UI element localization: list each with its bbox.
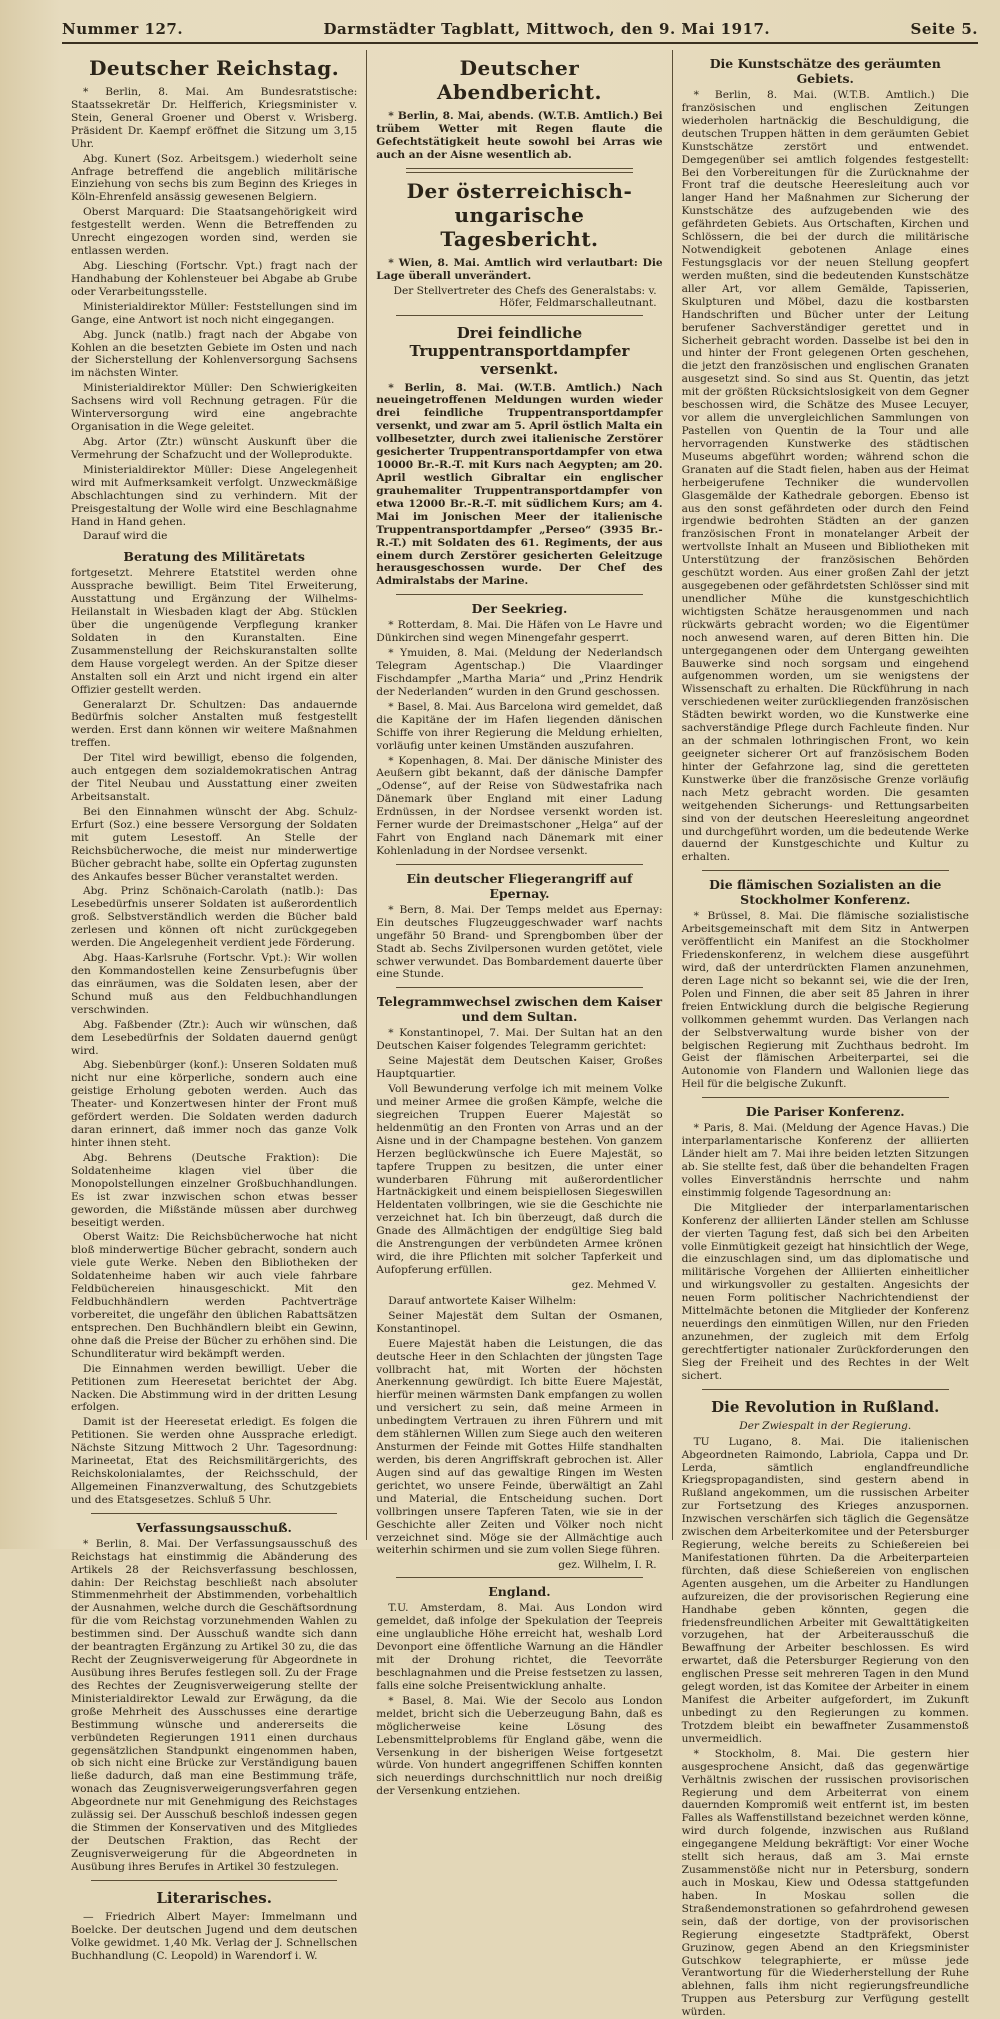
divider [406, 168, 632, 173]
paragraph: T.U. Amsterdam, 8. Mai. Aus London wird gemeldet, daß infolge der Spekulation der Teepreis eine unglaubliche Höhe erreicht hat, weshalb Lord Devonport eine öffentliche Warnung an die Händler mit der Drohung richtet, die Teevorräte beschlagnahmen und die Preise festsetzen zu lassen, falls eine solche Preisentwicklung anhalte. [376, 1602, 663, 1692]
paragraph: Abg. Junck (natlb.) fragt nach der Abgabe von Kohlen an die besetzten Gebiete im Osten und nach der Sicherstellung der Kohlenversorgung Sachsens im nächsten Winter. [71, 328, 358, 380]
paragraph: Die Mitglieder der interparlamentarischen Konferenz der alliierten Länder stellen am Schlusse der vierten Tagung fest, daß sich bei den Arbeiten volle Einmütigkeit gezeigt hat hinsichtlich der Wege, die einzuschlagen sind, um das diplomatische und militärische Vorgehen der Alliierten einheitlicher und wirkungsvoller zu gestalten. Angesichts der neuen Form politischer Nachrichtendienst der Mittelmächte betonen die Mitglieder der Konferenz neuerdings den einmütigen Willen, nur den Frieden anzunehmen, der zugleich mit dem Erfolg gerechtfertigter nationaler Zurückforderungen den Sieg der Freiheit und des Rechtes in der Welt sichert. [681, 1201, 969, 1382]
headline-oesterreich: Der österreichisch-ungarische Tagesbericht. [406, 178, 633, 251]
divider [396, 315, 642, 316]
paragraph: Ministerialdirektor Müller: Feststellungen sind im Gange, eine Antwort ist noch nicht eingegangen. [71, 300, 358, 326]
subhead-militaeretat: Beratung des Militäretats [123, 549, 305, 565]
paragraph: * Wien, 8. Mai. Amtlich wird verlautbart: Die Lage überall unverändert. [376, 256, 663, 282]
subtitle-zwiespalt: Der Zwiespalt in der Regierung. [739, 1419, 912, 1432]
paragraph: * Berlin, 8. Mai. Der Verfassungsausschuß des Reichstags hat einstimmig die Abänderung des Artikels 28 der Reichsverfassung beschlossen, dahin: Der Reichstag beschließt nach absoluter Stimmenmehrheit der Abstimmenden, vorbehaltlich der Ausnahmen, welche durch die Geschäftsordnung für die vom Reichstag vorzunehmenden Wahlen zu bestimmen sind. Der Ausschuß wandte sich dann der beantragten Ergänzung zu Artikel 30 zu, die das Recht der Zeugnisverweigerung für Abgeordnete in Ausübung ihres Berufes festlegen soll. Zu der Frage des Rechtes der Zeugnisverweigerung stellte der Ministerialdirektor Lewald zur Erwägung, da die große Mehrheit des Ausschusses eine derartige Bestimmung wünsche und andererseits die verbündeten Regierungen 1911 einen durchaus gegensätzlichen Standpunkt eingenommen haben, ob sich nicht eine Brücke zur Verständigung bauen ließe dadurch, daß man eine Bestimmung träfe, wonach das Zeugnisverweigerungsverfahren gegen Abgeordnete nur mit Genehmigung des Reichstages zulässig sei. Der Ausschuß beschloß indessen gegen die Stimmen der Konservativen und des Mitgliedes der Deutschen Fraktion, das Recht der Zeugnisverweigerung für die Abgeordneten in Ausübung ihres Berufes in Artikel 30 festzulegen. [71, 1537, 358, 1873]
paragraph: Die Einnahmen werden bewilligt. Ueber die Petitionen zum Heeresetat berichtet der Abg. Nacken. Die Abstimmung wird in der dritten Lesung erfolgen. [71, 1362, 358, 1414]
subhead-fliegerangriff: Ein deutscher Fliegerangriff auf Epernay. [406, 870, 633, 901]
headline-revolution-russland: Die Revolution in Rußland. [711, 1397, 940, 1416]
issue-number: Nummer 127. [62, 20, 184, 38]
paragraph: TU Lugano, 8. Mai. Die italienischen Abgeordneten Raimondo, Labriola, Cappa und Dr. Lerda, sämtlich englandfreundliche Kriegspropagandisten, sind gestern abend in Rußland angekommen, um die russischen Arbeiter zur Fortsetzung des Krieges anzuspornen. Inzwischen verschärfen sich täglich die Gegensätze zwischen dem Arbeiterkomitee und der Petersburger Regierung, welche bereits zu Schießereien bei Manifestationen führten. Da die Arbeiterparteien fürchten, daß diese Schießereien von englischen Agenten ausgehen, um die Arbeiter zu Handlungen aufzureizen, die der provisorischen Regierung eine Handhabe geben könnten, gegen die friedensfreundlichen Arbeiter mit Gewalttätigkeiten vorzugehen, hat der Arbeiterausschuß die Bewaffnung der Arbeiter beschlossen. Es wird erwartet, daß die Petersburger Regierung von den englischen Presse seit mehreren Tagen in den Mund gelegt worden, ist das Komitee der Arbeiter in einem Manifest die Arbeiter aufgefordert, im Zukunft unbedingt zu den Regierungen zu kommen. Trotzdem bleibt ein bewaffneter Zusammenstoß unvermeidlich. [681, 1435, 969, 1745]
signature: Der Stellvertreter des Chefs des Generalstabs: v. Höfer, Feldmarschalleutnant. [393, 284, 657, 309]
paragraph: Seine Majestät dem Deutschen Kaiser, Großes Hauptquartier. [376, 1055, 663, 1081]
subhead-telegrammwechsel: Telegrammwechsel zwischen dem Kaiser und dem Sultan. [376, 994, 663, 1025]
subhead-england: England. [488, 1584, 551, 1600]
headline-truppentransport: Drei feindliche Truppentransportdampfer versenkt. [409, 323, 630, 378]
paragraph: * Paris, 8. Mai. (Meldung der Agence Havas.) Die interparlamentarische Konferenz der alliierten Länder hielt am 7. Mai ihre beiden letzten Sitzungen ab. Sie stellte fest, daß über die behandelten Fragen volles Einverständnis herrschte und nahm einstimmig folgende Tagesordnung an: [681, 1122, 969, 1199]
paragraph: * Berlin, 8. Mai. (W.T.B. Amtlich.) Die französischen und englischen Zeitungen wiederholen hartnäckig die Beschuldigung, die deutschen Truppen hätten in dem geräumten Gebiet Kunstschätze zerstört und entwendet. Demgegenüber sei amtlich folgendes festgestellt: Bei den Vorbereitungen für die Zurücknahme der Front traf die deutsche Heeresleitung auch vor langer Hand her Maßnahmen zur Sicherung der Kunstschätze des aufzugebenden wie des gefährdeten Gebiets. Aus Ortschaften, Kirchen und Schlössern, die bei der durch die militärische Notwendigkeit gebotenen Anlage eines Festungsglacis vor der neuen Stellung geopfert werden mußten, sind die bedeutenden Kunstschätze aller Art, vor allem Gemälde, Tapisserien, Skulpturen und Möbel, dazu die kostbarsten Handschriften und Bücher unter der Leitung berufener Sachverständiger gerettet und in Sicherheit gebracht worden. Dasselbe ist bei den in und hinter der Front gelegenen Orten geschehen, die jetzt den französischen und englischen Granaten ausgesetzt sind. So sind aus St. Quentin, das jetzt mit der größten Rücksichtslosigkeit von dem Gegner beschossen wird, die Schätze des Musee Lecuyer, vor allem die unvergleichlichen Sammlungen von Pastellen von Quentin de la Tour und alle hervorragenden Kunstwerke des städtischen Museums abgeführt worden; während schon die Granaten auf die Stadt fielen, haben aus der Heimat herbeigerufene Techniker die wundervollen Glasgemälde der Kathedrale geborgen. Ebenso ist aus den sonst gefährdeten oder durch den Feind irgendwie bedrohten Städten an der ganzen französischen Front in monatelanger Arbeit der wertvollste Inhalt an Museen und Bibliotheken mit Unterstützung der französischen Behörden geschützt worden. Aus einer großen Zahl der jetzt ausgegebenen oder gefährdetsten Schlösser sind mit unendlicher Mühe die kunstgeschichtlich wichtigsten Schätze herausgenommen und nach rückwärts gebracht worden; wo die Eigentümer noch anwesend waren, auf deren Bitten hin. Die untergegangenen oder dem Untergang geweihten Bauwerke sind noch sorgsam und eingehend aufgenommen worden, um sie wenigstens der Wissenschaft zu erhalten. Die Rückführung in nach verschiedenen weiter zurückliegenden französischen Städten bewirkt worden, wo die Kunstwerke eine sachverständige Pflege durch Fachleute finden. Nur an der schmalen lothringischen Front, wo kein geeigneter sicherer Ort auf französischem Boden hinter der Gefahrzone lag, sind die geretteten Kunstwerke über die französische Grenze vorläufig nach Metz gebracht worden. Die gesamten weitgehenden Sicherungs- und Rettungsarbeiten sind von der deutschen Heeresleitung angeordnet und durchgeführt worden, um die bedeutende Werke dauernd der Kunstgeschichte und Kultur zu erhalten. [681, 89, 969, 864]
subhead-literarisches: Literarisches. [156, 1888, 272, 1907]
paragraph: Abg. Liesching (Fortschr. Vpt.) fragt nach der Handhabung der Kohlensteuer bei Abgabe ab Grube oder Verarbeitungsstelle. [71, 259, 358, 298]
headline-reichstag: Deutscher Reichstag. [89, 56, 340, 80]
divider [91, 1880, 337, 1881]
divider [702, 870, 949, 871]
paragraph: * Rotterdam, 8. Mai. Die Häfen von Le Havre und Dünkirchen sind wegen Minengefahr gesperrt. [376, 619, 663, 645]
paragraph: * Basel, 8. Mai. Wie der Secolo aus London meldet, bricht sich die Ueberzeugung Bahn, daß es möglicherweise keine Lösung des Lebensmittelproblems für England gäbe, wenn die Versenkung in der bisherigen Weise fortgesetzt würde. Von hundert angegriffenen Schiffen konnten sich neuerdings durchschnittlich nur noch dreißig der Versenkung entziehen. [376, 1694, 663, 1798]
paragraph: Generalarzt Dr. Schultzen: Das andauernde Bedürfnis solcher Anstalten muß festgestellt werden. Erst dann können wir weitere Maßnahmen treffen. [71, 698, 358, 750]
column-3 [673, 50, 978, 2019]
paragraph: Abg. Haas-Karlsruhe (Fortschr. Vpt.): Wir wollen den Kommandostellen keine Zensurbefugnis über das einräumen, was die Soldaten lesen, aber der Schund muß aus den Feldbuchhandlungen verschwinden. [71, 952, 358, 1016]
paragraph: Darauf wird die [83, 530, 168, 543]
divider [396, 1577, 642, 1578]
subhead-flaemische-sozialisten: Die flämischen Sozialisten an die Stockholmer Konferenz. [709, 877, 942, 908]
headline-kunstschaetze: Die Kunstschätze des geräumten Gebiets. [709, 56, 941, 86]
subhead-seekrieg: Der Seekrieg. [471, 601, 568, 617]
divider [396, 864, 642, 865]
paragraph: Abg. Siebenbürger (konf.): Unseren Soldaten muß nicht nur eine körperliche, sondern auch eine geistige Erholung geboten werden. Auch das Theater- und Konzertwesen hinter der Front muß gefördert werden. Die Soldaten werden dadurch daran erinnert, daß immer noch das ganze Volk hinter ihnen steht. [71, 1059, 358, 1149]
paragraph: * Berlin, 8. Mai. (W.T.B. Amtlich.) Nach neueingetroffenen Meldungen wurden wieder drei feindliche Truppentransportdampfer versenkt, und zwar am 5. April östlich Malta ein vollbesetzter, durch zwei italienische Zerstörer gesicherter Truppentransportdampfer von etwa 10000 Br.-R.-T. mit Kurs nach Aegypten; am 20. April westlich Gibraltar ein englischer grauhemaliter Truppentransportdampfer von etwa 12000 Br.-R.-T. mit südlichem Kurs; am 4. Mai im Jonischen Meer der italienische Truppentransportdampfer „Perseo“ (3935 Br.-R.-T.) mit Soldaten des 61. Regiments, der aus einem durch Zerstörer gesicherten Geleitzuge herausgeschossen wurde. Der Chef des Admiralstabs der Marine. [376, 381, 663, 588]
column-2 [367, 50, 672, 1798]
paragraph: Damit ist der Heeresetat erledigt. Es folgen die Petitionen. Sie werden ohne Aussprache erledigt. Nächste Sitzung Mittwoch 2 Uhr. Tagesordnung: Marineetat, Etat des Reichsmilitärgerichts, des Reichskolonialamtes, der Reichsschuld, der Allgemeinen Finanzverwaltung, des Schutzgebiets und des Etatsgesetzes. Schluß 5 Uhr. [71, 1416, 358, 1506]
divider [396, 594, 642, 595]
paragraph: Bei den Einnahmen wünscht der Abg. Schulz-Erfurt (Soz.) eine bessere Versorgung der Soldaten mit gutem Lesestoff. An Stelle der Reichsbücherwoche, die meist nur minderwertige Bücher gebracht habe, sollte ein Opfertag zugunsten des Ankaufes besser Bücher veranstaltet werden. [71, 805, 358, 883]
paragraph: * Stockholm, 8. Mai. Die gestern hier ausgesprochene Ansicht, daß das gegenwärtige Verhältnis zwischen der russischen provisorischen Regierung und dem Arbeiterrat von einem dauernden Kompromiß weit entfernt ist, im besten Falles als Waffenstillstand bezeichnet werden könne, wird durch folgende, inzwischen aus Rußland eingegangene Meldung bekräftigt: Vor einer Woche stellt sich heraus, daß am 3. Mai ernste Zusammenstöße nicht nur in Petersburg, sondern auch in Moskau, Kiew und Odessa stattgefunden haben. In Moskau sollen die Straßendemonstrationen so gefahrdrohend gewesen sein, daß der dortige, von der provisorischen Regierung eingesetzte Stadtpräfekt, Oberst Gruzinow, gegen Abend an den Kriegsminister Gutschkow telegraphierte, er müsse jede Verantwortung für die Wiederherstellung der Ruhe ablehnen, falls ihm nicht regierungsfreundliche Truppen aus Petersburg zur Verfügung gestellt würden. [681, 1747, 969, 2019]
paragraph: Abg. Faßbender (Ztr.): Auch wir wünschen, daß dem Lesebedürfnis der Soldaten dauernd genügt wird. [71, 1018, 358, 1057]
paragraph: * Brüssel, 8. Mai. Die flämische sozialistische Arbeitsgemeinschaft mit dem Sitz in Antwerpen veröffentlicht ein Manifest an die Stockholmer Friedenskonferenz, in welchem diese ausgeführt wird, daß der unterdrückten Flamen anzunehmen, deren Lage nicht so bekannt sei, wie die der Iren, Polen und Finnen, die aber seit 85 Jahren in ihrer freien Entwicklung durch die belgische Regierung vollkommen gehemmt wurden. Das Verlangen nach der Selbstverwaltung wurde bisher von der belgischen Regierung mit Zuchthaus bedroht. Im Geist der flämischen Arbeiterpartei, sei die Autonomie von Flandern und Wallonien liege das Heil für die belgische Zukunft. [681, 910, 969, 1091]
paragraph: Euere Majestät haben die Leistungen, die das deutsche Heer in den Schlachten der jüngsten Tage vollbracht hat, mit Worten der höchsten Anerkennung gewürdigt. Ich bitte Euere Majestät, hierfür meinen wärmsten Dank empfangen zu wollen und versichert zu sein, daß meine Armeen in unbedingtem Vertrauen zu ihren Führern und mit dem stählernen Willen zum Siege auch den weiteren Ansturmen der Feinde mit Gottes Hilfe standhalten werden, bis deren Angriffskraft gebrochen ist. Aller Augen sind auf das gewaltige Ringen im Westen gerichtet, wo unsere Feinde, überwältigt an Zahl und Material, die Entscheidung suchen. Dort vollbringen unsere Tapferen Taten, wie sie in der Geschichte aller Zeiten und Völker noch nicht verzeichnet sind. Möge sie der Allmächtige auch weiterhin schirmen und sie zum vollen Siege führen. [376, 1337, 663, 1557]
subhead-verfassungsausschuss: Verfassungsausschuß. [136, 1519, 292, 1535]
paragraph: Abg. Behrens (Deutsche Fraktion): Die Soldatenheime klagen viel über die Monopolstellungen einzelner Großbuchhandlungen. Es ist zwar inzwischen schon etwas besser geworden, die Mißstände müssen aber durchweg beseitigt werden. [71, 1151, 358, 1229]
paragraph: Oberst Waitz: Die Reichsbücherwoche hat nicht bloß minderwertige Bücher gebracht, sondern auch viele gute Werke. Neben den Bibliotheken der Soldatenheime haben wir auch viele fahrbare Feldbüchereien hinausgeschickt. Mit den Feldbuchhändlern werden Pachtverträge vorbereitet, die ungefähr den üblichen Rabattsätzen entsprechen. Den Buchhändlern bleibt ein Gewinn, ohne daß die Preise der Bücher zu erhöhen sind. Die Schundliteratur wird bekämpft werden. [71, 1231, 358, 1360]
paragraph: Ministerialdirektor Müller: Den Schwierigkeiten Sachsens wird voll Rechnung getragen. Für die Winterversorgung wird eine angebrachte Organisation in die Wege geleitet. [71, 382, 358, 434]
divider [702, 1389, 949, 1390]
masthead [62, 20, 978, 44]
paragraph: * Berlin, 8. Mai, abends. (W.T.B. Amtlich.) Bei trübem Wetter mit Regen flaute die Gefechtstätigkeit heute sowohl bei Arras wie auch an der Aisne wesentlich ab. [376, 110, 663, 161]
paragraph: * Berlin, 8. Mai. Am Bundesratstische: Staatssekretär Dr. Helfferich, Kriegsminister v. Stein, General Groener und Oberst v. Wrisberg. Präsident Dr. Kaempf eröffnet die Sitzung um 3,15 Uhr. [71, 86, 358, 150]
paragraph: — Friedrich Albert Mayer: Immelmann und Boelcke. Der deutschen Jugend und dem deutschen Volke gewidmet. 1,40 Mk. Verlag der J. Schnellschen Buchhandlung (C. Leopold) in Warendorf i. W. [71, 1910, 358, 1962]
paragraph: Oberst Marquard: Die Staatsangehörigkeit wird festgestellt werden. Wenn die Betreffenden zu Unrecht eingezogen worden sind, werden sie entlassen werden. [71, 206, 358, 258]
paragraph: Darauf antwortete Kaiser Wilhelm: [388, 1294, 577, 1307]
newspaper-title: Darmstädter Tagblatt, Mittwoch, den 9. Mai 1917. [323, 20, 771, 38]
signature: gez. Wilhelm, I. R. [558, 1559, 657, 1572]
paragraph: * Konstantinopel, 7. Mai. Der Sultan hat an den Deutschen Kaiser folgendes Telegramm gerichtet: [376, 1027, 663, 1053]
paragraph: * Bern, 8. Mai. Der Temps meldet aus Epernay: Ein deutsches Flugzeuggeschwader warf nachts ungefähr 50 Brand- und Sprengbomben über der Stadt ab. Sechs Zivilpersonen wurden getötet, viele schwer verwundet. Das Bombardement dauerte über eine Stunde. [376, 903, 663, 981]
militaeretat-paragraphs [71, 567, 357, 1506]
headline-abendbericht: Deutscher Abendbericht. [436, 56, 602, 104]
page-number: Seite 5. [910, 20, 978, 38]
paragraph: fortgesetzt. Mehrere Etatstitel werden ohne Aussprache bewilligt. Beim Titel Erweiterung, Ausstattung und Ergänzung der Wilhelms-Heilanstalt in Wiesbaden klagt der Abg. Stücklen über die ungenügende Verpflegung kranker Soldaten in den Kuranstalten. Eine Zusammenstellung der Reichskuranstalten sollte dem Hause vorgelegt werden. An der Spitze dieser Anstalten soll ein Arzt und nicht irgend ein alter Offizier gestellt werden. [71, 567, 358, 696]
signature: gez. Mehmed V. [571, 1278, 657, 1291]
paragraph: Ministerialdirektor Müller: Diese Angelegenheit wird mit Aufmerksamkeit verfolgt. Unzweckmäßige Abschlachtungen sind zu verhindern. Mit der Preisgestaltung der Wolle wird eine Beschlagnahme Hand in Hand gehen. [71, 463, 358, 528]
paragraph: Abg. Artor (Ztr.) wünscht Auskunft über die Vermehrung der Schafzucht und der Wolleprodukte. [71, 435, 358, 461]
divider [396, 987, 642, 988]
paragraph: Der Titel wird bewilligt, ebenso die folgenden, auch entgegen dem sozialdemokratischen Antrag der Titel Neubau und Ausstattung einer zweiten Arbeitsanstalt. [71, 752, 358, 804]
paragraph: Voll Bewunderung verfolge ich mit meinem Volke und meiner Armee die großen Kämpfe, welche die siegreichen Truppen Euerer Majestät so heldenmütig an den Fronten von Arras und an der Aisne und in der Champagne bestehen. Von ganzem Herzen beglückwünsche ich Euere Majestät, so tapfere Truppen zu besitzen, die unter einer wunderbaren Führung mit außerordentlicher Hartnäckigkeit und einem beispiellosen Siegeswillen Heldentaten vollbringen, wie sie die Geschichte nie verzeichnet hat. Ich bin überzeugt, daß durch die Gnade des Allmächtigen der endgültige Sieg bald die Anstrengungen der verbündeten Armee krönen wird, die ihre Pflichten mit solcher Tapferkeit und Aufopferung erfüllen. [376, 1083, 663, 1276]
reichstag-paragraphs [71, 86, 357, 543]
paragraph: Abg. Prinz Schönaich-Carolath (natlb.): Das Lesebedürfnis unserer Soldaten ist außerordentlich groß. Selbstverständlich werden die Bücher bald zerlesen und können oft nicht zurückgegeben werden. Die Angelegenheit verdient jede Förderung. [71, 885, 358, 950]
columns [62, 50, 978, 2019]
divider [702, 1097, 949, 1098]
paragraph: * Basel, 8. Mai. Aus Barcelona wird gemeldet, daß die Kapitäne der im Hafen liegenden dänischen Schiffe von ihrer Regierung die Meldung erhielten, vorläufig unter keinen Umständen auszufahren. [376, 700, 663, 752]
subhead-pariser-konferenz: Die Pariser Konferenz. [745, 1104, 905, 1120]
paragraph: * Kopenhagen, 8. Mai. Der dänische Minister des Aeußern gibt bekannt, daß der dänische Dampfer „Odense“, auf der Reise von Südwestafrika nach Dänemark über England mit einer Ladung Erdnüssen, in der Nordsee versenkt worden ist. Ferner wurde der Dreimastschoner „Helga“ auf der Fahrt von England nach Dänemark mit einer Kohlenladung in der Nordsee versenkt. [376, 754, 663, 857]
paragraph: * Ymuiden, 8. Mai. (Meldung der Nederlandsch Telegram Agentschap.) Die Vlaardinger Fischdampfer „Martha Maria“ und „Prinz Hendrik der Nederlanden“ wurden in den Grund geschossen. [376, 647, 663, 698]
paragraph: Seiner Majestät dem Sultan der Osmanen, Konstantinopel. [376, 1309, 663, 1335]
divider [91, 1513, 337, 1514]
column-1 [62, 50, 367, 1962]
paragraph: Abg. Kunert (Soz. Arbeitsgem.) wiederholt seine Anfrage betreffend die angeblich militärische Einziehung von sechs bis zum Beginn des Krieges in Köln-Ehrenfeld ansässig gewesenen Belgiern. [71, 152, 358, 204]
